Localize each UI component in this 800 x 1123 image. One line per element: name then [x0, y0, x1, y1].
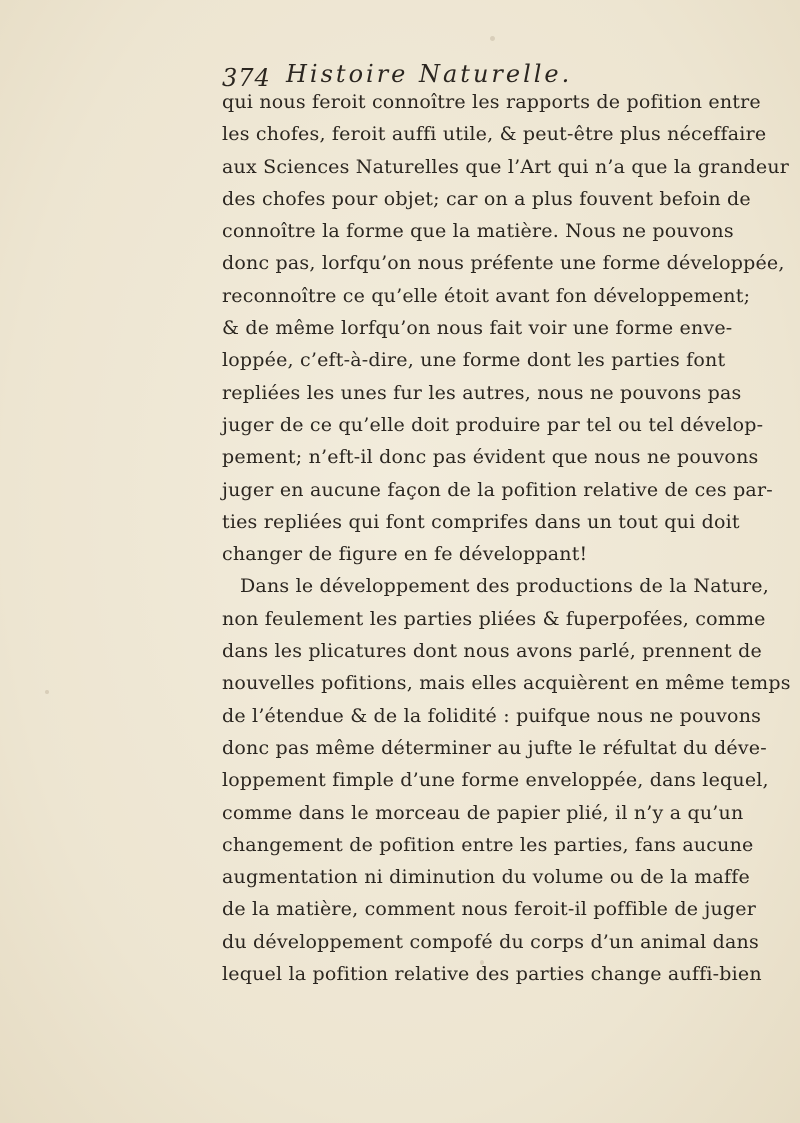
text-line: changement de pofition entre les parties, fans aucune — [222, 833, 754, 856]
text-line: loppement fimple d’une forme enveloppée, dans lequel, — [222, 769, 769, 792]
text-line: de l’étendue & de la folidité : puifque nous ne pouvons — [222, 704, 762, 727]
text-line: qui nous feroit connoître les rapports de pofition entre — [222, 91, 761, 113]
text-line: du développement compofé du corps d’un animal dans — [222, 930, 759, 953]
paper-spot — [45, 690, 49, 694]
text-line: reconnoître ce qu’elle étoit avant fon développement; — [222, 284, 751, 307]
body-text — [222, 86, 791, 990]
text-line: non feulement les parties pliées & fuperpofées, comme — [222, 607, 766, 630]
text-line: les chofes, feroit auffi utile, & peut-être plus néceffaire — [222, 123, 767, 146]
text-line: changer de figure en fe développant! — [222, 543, 588, 566]
running-title: Histoire Naturelle. — [286, 60, 573, 88]
text-line: donc pas même déterminer au jufte le réfultat du déve- — [222, 736, 767, 759]
text-line: ties repliées qui font comprifes dans un tout qui doit — [222, 510, 740, 533]
text-line: & de même lorfqu’on nous fait voir une forme enve- — [222, 317, 733, 340]
text-line: de la matière, comment nous feroit-il poffible de juger — [222, 898, 757, 921]
paragraph-start-line: Dans le développement des productions de la Nature, — [240, 575, 769, 598]
text-line: loppée, c’eft-à-dire, une forme dont les parties font — [222, 349, 726, 372]
text-line: comme dans le morceau de papier plié, il n’y a qu’un — [222, 801, 744, 824]
paper-spot — [490, 36, 495, 41]
text-line: connoître la forme que la matière. Nous ne pouvons — [222, 220, 734, 243]
page-number: 374 — [222, 64, 271, 92]
text-line: des chofes pour objet; car on a plus fouvent befoin de — [222, 187, 751, 210]
text-line: juger de ce qu’elle doit produire par tel ou tel dévelop- — [222, 413, 764, 436]
text-line: pement; n’eft-il donc pas évident que nous ne pouvons — [222, 446, 759, 469]
text-line: augmentation ni diminution du volume ou de la maffe — [222, 866, 750, 889]
text-line: lequel la pofition relative des parties change auffi-bien — [222, 963, 762, 986]
text-line: aux Sciences Naturelles que l’Art qui n’a que la grandeur — [222, 155, 790, 178]
text-line: nouvelles pofitions, mais elles acquièrent en même temps — [222, 672, 791, 695]
text-line: repliées les unes fur les autres, nous ne pouvons pas — [222, 381, 742, 404]
text-line: juger en aucune façon de la pofition relative de ces par- — [222, 478, 773, 501]
text-line: dans les plicatures dont nous avons parlé, prennent de — [222, 640, 762, 663]
text-line: donc pas, lorfqu’on nous préfente une forme développée, — [222, 252, 785, 275]
